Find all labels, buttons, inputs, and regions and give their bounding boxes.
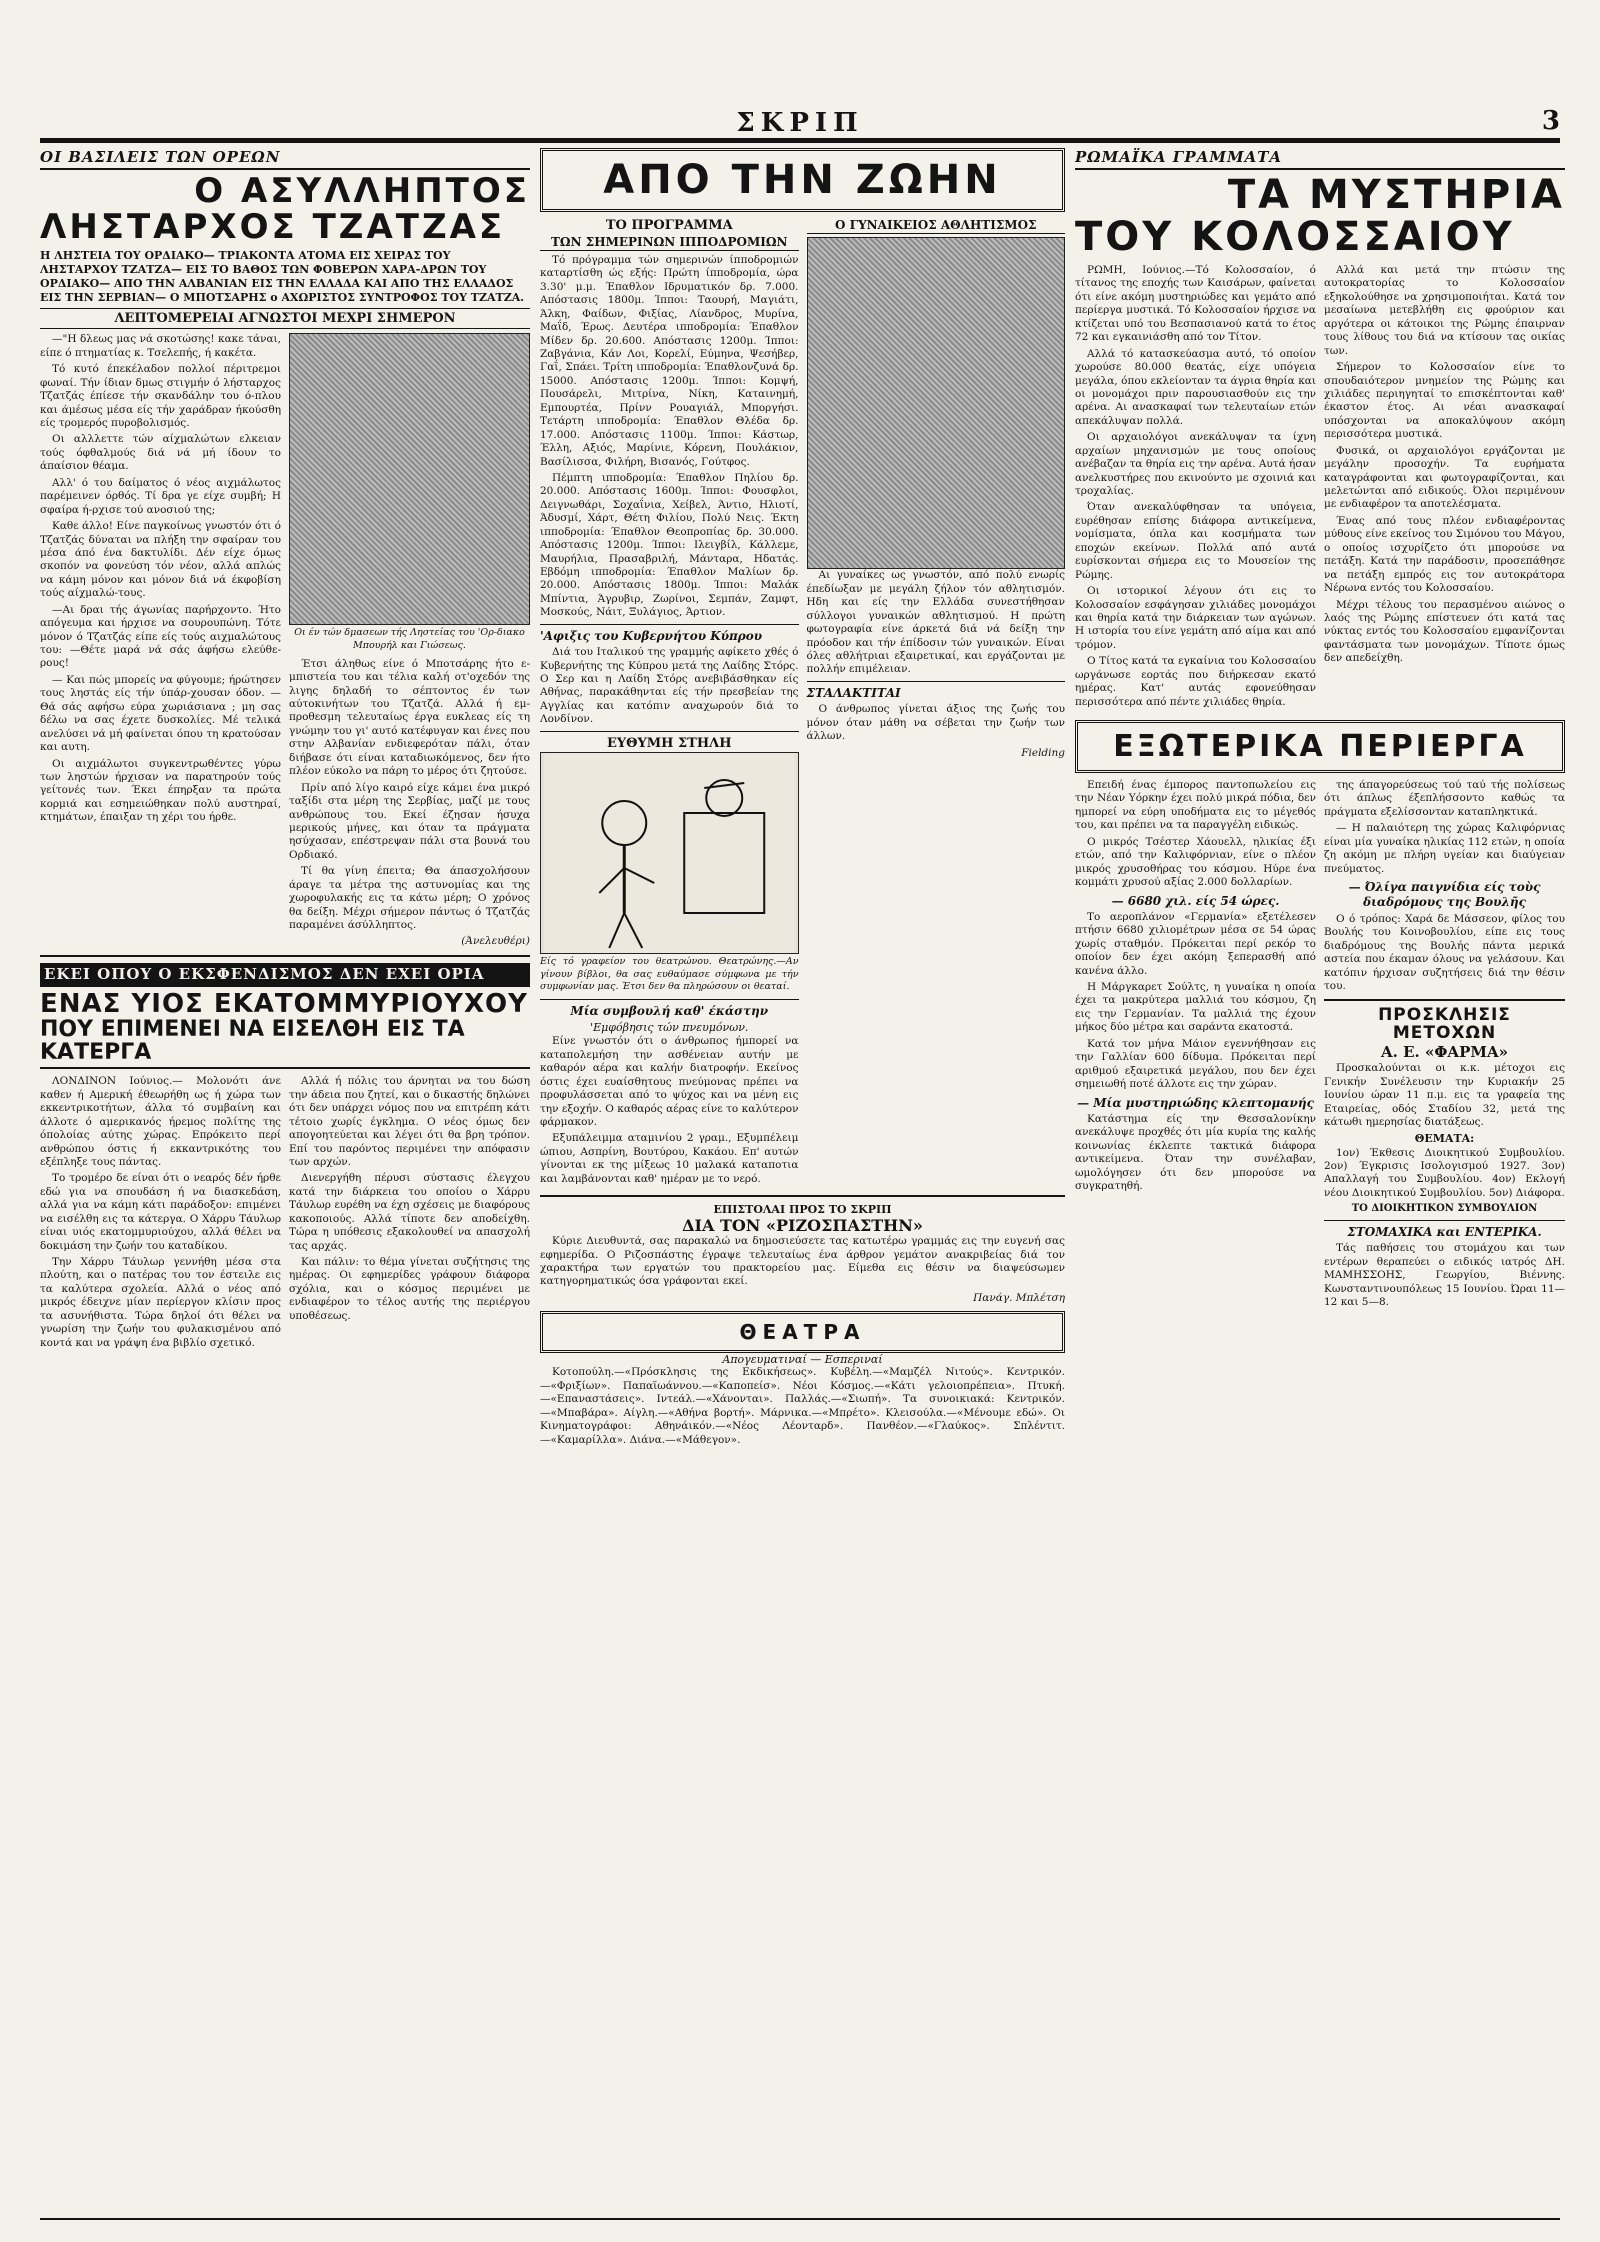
governor-head: 'Αφιξις του Κυβερνήτου Κύπρου: [540, 628, 763, 643]
races-head-2: ΤΩΝ ΣΗΜΕΡΙΝΩΝ ΙΠΠΟΔΡΟΜΙΩΝ: [540, 235, 799, 251]
races-program-2: Πέμπτη ιπποδρομία: Έπαθλον Πηλίου δρ. 20.000. Απόστασις 1600μ. Ίπποι: Φουσφλοι, Δειγνωθάρι, Σοχαΐνια, Χείβελ, Άντιο, Ηλιοτί, Άδυσμί, Χάρτ, Θέτη Φιλίου, Πολύ Νεις. Έκτη ιπποδρομία: Έπαθλον Θεοπροπίας δρ. 30.000. Απόστασις 1200μ. Ίπποι: Ιλειγβίλ, Κάλλεμε, Μαυρήλια, Πρασαβριλή, Μάνταρα, Ηδατάς. Εβδόμη ιπποδρομία: Έπαθλον Μαλίων δρ. 20.000. Απόστασις 1800μ. Ίπποι: Μαλάκ Μπίντια, Άγρυβιρ, Ζωρίνοι, Σεμπάν, Ζαμφτ, Μοσκούς, Νάιτ, Ξυλάγιος, Άρτιον.: [540, 471, 799, 619]
divider: [807, 681, 1066, 682]
paragraph: Και πάλιν: το θέμα γίνεται συζήτησις της ημέρας. Οι εφημερίδες γράφουν διάφορα σχόλια, και ο κόσμος περιμένει με ενδιαφέρον το τέλος αυτής της περιέργου υποθέσεως.: [289, 1256, 530, 1322]
paragraph: Τί θα γίνη έπειτα; Θα άπασχολήσουν άραγε τα μέτρα της αστυνομίας και της χωροφυλακής εις τα κάτω μέρη; Ο χρόνος θα δείξη. Μέχρι σήμερον πάντως ό Τζατζάς παραμένει άσύλληπτος.: [289, 865, 530, 931]
page-number: 3: [1541, 106, 1560, 136]
council-sign: ΤΟ ΔΙΟΙΚΗΤΙΚΟΝ ΣΥΜΒΟΥΛΙΟΝ: [1351, 1203, 1538, 1215]
curiosities-body: [1075, 779, 1565, 1313]
parliament-head: — Όλίγα παιγνίδια είς τοὺς διαδρόμους της Βουλῆς: [1348, 880, 1541, 910]
paragraph: —"Η δλεως μας νά σκοτώσης! κακε τάναι, είπε ό πτηματίας κ. Τσελεπής, ή κακέτα.: [40, 333, 281, 359]
themata-text: 1ον) Έκθεσις Διοικητικού Συμβουλίου. 2ον) Έγκρισις Ισολογισμού 1927. 3ον) Απαλλαγή του Συμβουλίου. 4ον) Εκλογή νέου Διοικητικού Συμβουλίου. 5ον) Διάφορα.: [1324, 1146, 1565, 1199]
cartoon-caption: Είς τό γραφείον του θεατρώνου. Θεατρώνης.—Αν γίνουν βίβλοι, θα σας ευθαύμασε σύμφωνα με τήν συμφωνίαν μας. Έτσι δεν θα πληρώσουν οι θεαταί.: [540, 956, 799, 992]
letters-title: ΔΙΑ ΤΟΝ «ΡΙΖΟΣΠΑΣΤΗΝ»: [682, 1216, 923, 1236]
bandit-photo: [289, 333, 530, 625]
paragraph: ΛΟΝΔΙΝΟΝ Ιούνιος.— Μολονότι άνε καθεν ή Αμερική έθεωρήθη ως ή χώρα των εκκεντρικοτήτων, άλλα τό συμβαίνη και άλλοτε ό αμερικανός ήρεμος πολίτης της όπολοίας αύτης χώρας. Επρόκειτο περί ανθρώπου όστις ή εκκαντρικότης του εξέπληξε τους πάντας.: [40, 1075, 281, 1168]
tzatzas-col-b: [289, 333, 530, 949]
record-head: — 6680 χιλ. είς 54 ώρες.: [1111, 893, 1280, 908]
letter-text: Κύριε Διευθυντά, σας παρακαλώ να δημοσιεύσετε τας κατωτέρω γραμμάς εις την ευγενή σας εφημερίδα. Ο Ριζοσπάστης έγραψε τελευταίως ένα άρθρον γεμάτον ανακριβείας διά τον χαρακτήρα των εργατών του πρακτορείου μας. Είμεθα εις θέσιν να διαψεύσωμεν κατηγορηματικώς όσα γράφονται εκεί.: [540, 1235, 1065, 1288]
paragraph: Αλλά και μετά την πτώσιν της αυτοκρατορίας το Κολοσσαίον εξηκολούθησε να χρησιμοποιήται. Κατά τον μεσαίωνα μετεβλήθη εις φρούριον και αργότερα οι κάτοικοι της Ρώμης έπαιρναν τους λίθους του διά να κτίσουν τας οικίας των.: [1324, 264, 1565, 357]
paragraph: Το αεροπλάνον «Γερμανία» εξετέλεσεν πτήσιν 6680 χιλιομέτρων μέσα σε 54 ώρας χωρίς σταθμόν. Πρόκειται περί ρεκόρ το οποίον δεν έχει ακόμη ξεπερασθή από κανένα άλλο.: [1075, 910, 1316, 977]
races-program: Τό πρόγραμμα τών σημερινών ίπποδρομιών καταρτίσθη ώς εξής: Πρώτη ίπποδρομία, ώρα 3.30' μ.μ. Έπαθλον Ιδρυματικόν δρ. 7.000. Απόστασις 1800μ. Ίπποι: Ταουρή, Μαγιάτι, Άλκη, Φαίδων, Φιξίας, Λίανδρος, Μυρίνα, Μαΐδ, Έρως. Δευτέρα ιπποδρομία: Έπαθλον Μίδεν δρ. 20.600. Απόστασις 1200μ. Ίπποι: Ζαβγάνια, Κάν Λοι, Κορελί, Εύμηνα, Ψεσήβερ, Γαΐ, Σπάει. Τρίτη ιπποδρομία: Έπαθλονζυνά δρ. 15000. Απόστασις 1200μ. Ίπποι: Κομψή, Πουσάρελι, Μιτρίνα, Νίκη, Καταινημή, Εμπουρτέα, Πρίνν Ρουαγιάλ, Μποργήσι. Τετάρτη ιπποδρομία: Έπαθλον Θλέδα δρ. 17.000. Απόστασις 1100μ. Ίπποι: Κάστωρ, Έλλη, Αξιός, Μαρίνιε, Κόρενη, Πουλάκιον, Βασίλισσα, Φιλήρη, Βισανός, Γούτφος.: [540, 253, 799, 468]
stalaktites-text: Ο άνθρωπος γίνεται άξιος της ζωής του μόνον όταν μάθη να σέβεται την ζωήν των άλλων.: [806, 703, 1065, 743]
column-middle: [540, 148, 1065, 2208]
advice-sub: 'Εμφόβησις τών πνευμόνων.: [590, 1021, 749, 1035]
kicker-roman: ΡΩΜΑΪΚΑ ΓΡΑΜΜΑΤΑ: [1075, 148, 1565, 170]
paragraph: Κατάστημα είς την Θεσσαλονίκην ανεκάλυψε προχθές ότι μία κυρία της καλής κοινωνίας έκλεπτε τακτικά διάφορα αντικείμενα. Όταν την συνέλαβαν, ωμολόγησεν ότι δεν μπορούσε να συγκρατηθή.: [1075, 1112, 1316, 1193]
masthead-title: ΣΚΡΙΠ: [736, 108, 864, 138]
paragraph: Οι αλλλεττε τών αίχμαλώτων ελκειαν τούς όφθαλμούς διά νά μή ίδουν το άπαίσιον θέαμα.: [40, 433, 281, 473]
advice-text-2: Εξυπάλειμμα αταμινίου 2 γραμ., Εξυμπέλειμ ώπιου, Ασπρίνη, Βουτύρου, Κακάου. Επ' αυτών γίνονται εκ της μίξεως 10 μαλακά καταποτια και λαμβάνονται καθ' ημέραν με το νερό.: [540, 1132, 799, 1185]
banner-apo-tin-zoin: ΑΠΟ ΤΗΝ ΖΩΗΝ: [540, 148, 1065, 212]
paragraph: Επειδή ένας έμπορος παντοπωλείου εις την Νέαν Υόρκην έχει πολύ μικρά πόδια, δεν ημπορεί να εύρη υποδήματα εις το μέγεθός του, και πρέπει να τα παραγγέλη ειδικώς.: [1075, 779, 1316, 832]
headline-prison: ΠΟΥ ΕΠΙΜΕΝΕΙ ΝΑ ΕΙΣΕΛΘΗ ΕΙΣ ΤΑ ΚΑΤΕΡΓΑ: [40, 1018, 530, 1069]
colosseum-col-b: [1324, 264, 1565, 712]
paragraph: Ένας από τους πλέον ενδιαφέροντας μύθους είνε εκείνος του Σιμόνου του Μάγου, ο οποίος ισχυρίζετο ότι μπορούσε να πετάξη. Κατά την παράδοσιν, προσεπάθησε να πετάξη εμπρός εις τον αυτοκράτορα Νέρωνα εντός του Κολοσσαίου.: [1324, 514, 1565, 595]
column-left: [40, 148, 530, 2208]
invitation-text: Προσκαλούνται οι κ.κ. μέτοχοι εις Γενικήν Συνέλευσιν την Κυριακήν 25 Ιουνίου ώραν 11 π.μ. εις τα γραφεία της Εταιρείας, οδός Σταδίου 32, μετά της κάτωθι ημερησίας διατάξεως.: [1324, 1062, 1565, 1129]
kleptomaniac-head: — Μία μυστηριώδης κλεπτομανής: [1077, 1095, 1314, 1110]
races-column: [540, 218, 799, 1189]
stomach-head: ΣΤΟΜΑΧΙΚΑ και ΕΝΤΕΡΙΚΑ.: [1347, 1225, 1542, 1240]
paragraph: ΡΩΜΗ, Ιούνιος.—Τό Κολοσσαίον, ό τίτανος της εποχής των Καισάρων, φαίνεται ότι είνε ακόμη μυστηριώδες και γεμάτο από περίεργα μυστικά. Τό Κολοσσαίον ήρχισε να κτίζεται υπό του Βεσπασιανού κατά το έτος 72 και εγκαινιάσθη από τον Τίτον.: [1075, 264, 1316, 344]
paragraph: Αλλά ή πόλις του άρνηται να του δώση την άδεια που ζητεί, και ο δικαστής δηλώνει ότι δεν υπάρχει νόμος που να επιτρέπη κάτι τέτοιο χωρίς έγκλημα. Ο νέος όμως δεν απογοητεύεται και λέγει ότι θα βρη τρόπον. Επί του παρόντος περιμένει την απόφασιν των αρχών.: [289, 1075, 530, 1168]
column-right: [1075, 148, 1565, 2208]
paragraph: της άπαγορεύσεως τού ταύ τής πολίσεως ότι άπλως έξεπλήσσοντο καθώς τα πράγματα εξελίσσονταν καταπληκτικά.: [1324, 779, 1565, 818]
colosseum-col-a: [1075, 264, 1316, 712]
footer-rule: [40, 2218, 1560, 2220]
theatre-sub: Απογευματιναί — Εσπεριναί: [722, 1353, 883, 1367]
themata-head: ΘΕΜΑΤΑ:: [1414, 1132, 1475, 1146]
photo-caption: Οι έν τών δμασεων τής Ληστείας του 'Ορ-διακο Μπουρήλ και Γιώσεως.: [294, 627, 525, 651]
kicker-bandits: ΟΙ ΒΑΣΙΛΕΙΣ ΤΩΝ ΟΡΕΩΝ: [40, 148, 530, 170]
paragraph: Την Χάρρυ Τάυλωρ γεννήθη μέσα στα πλούτη, και ο πατέρας του τον έστειλε εις τα καλύτερα σχολεία. Αλλά ο νέος από μικρός έδειχνε μίαν περίεργον κλίσιν προς τα ασυνήθιστα. Τώρα δηλοί ότι θέλει να γνωρίση την ζωήν του φυλακισμένου από κοντά και να γράψη ένα βιβλίο σχετικό.: [40, 1256, 281, 1349]
stalaktites-author: Fielding: [1021, 746, 1065, 759]
governor-text: Διά του Ιταλικού της γραμμής αφίκετο χθές ό Κυβερνήτης της Κύπρου μετά της Λαίδης Στόρς. Ο Σερ και η Λαίδη Στόρς ανεβιβάσθηκαν είς Αθήνας, παρακάθηνται είς τήν πρεσβείαν της Αγγλίας και κατόπιν αναχωρούν διά το Λονδίνον.: [540, 646, 799, 726]
letters-head: ΕΠΙΣΤΟΛΑΙ ΠΡΟΣ ΤΟ ΣΚΡΙΠ: [713, 1203, 892, 1217]
foreign-curiosities-head: ΕΞΩΤΕΡΙΚΑ ΠΕΡΙΕΡΓΑ: [1075, 720, 1565, 773]
paragraph: Κατά τον μήνα Μάιον εγεννήθησαν εις την Γαλλίαν 600 δίδυμα. Πρόκειται περί αριθμού εξαιρετικά μεγάλου, που δεν έχει σημειωθή ποτέ άλλοτε εις την χώραν.: [1075, 1037, 1316, 1091]
women-text: Αι γυναίκες ως γνωστόν, από πολύ ενωρίς έπεδίωξαν με μεγάλη ζήλον τόν αθλητισμόν. Ηδη και είς την Ελλάδα συνεστήθησαν σύλλογοι γυναικών αθλητισμού. Η πρώτη φωτογραφία είνε άρκετά διά νά δείξη την πρόοδον και τήν έπίδοσιν τών γυναικών. Είναι όλες αθλήτριαι εξαιρετικαί, και εργάζονται με πολλήν επιμέλειαν.: [806, 569, 1065, 676]
theatre-text: Κοτοπούλη.—«Πρόσκλησις της Εκδικήσεως». Κυβέλη.—«Μαμζέλ Νιτούς». Κεντρικόν.—«Φριξίων». Παπαϊωάννου.—«Καποπείσ». Νέοι Κόσμος.—«Κάτι γελοιοπρέπεια». Πτυκή.—«Επαναστάσεις». Ιντεάλ.—«Χάνονται». Παλλάς.—«Σιωπή». Τα συνοικιακά: Κεντρικόν.—«Μπαβάρα». Αίγλη.—«Αθήνα βορτή». Μάρνικα.—«Μπρέτο». Κλεισούλα.—«Μένουμε εδώ». Οι Κινηματογράφοι: Αθηνάικόν.—«Νέος Λέονταρδ». Πανθέον.—«Γλαύκος». Σπλέντιτ.—«Καμαρίλλα». Διάνα.—«Μάθεγον».: [540, 1366, 1065, 1446]
paragraph: Μέχρι τέλους του περασμένου αιώνος ο λαός της Ρώμης επίστευεν ότι κατά τας νύκτας εντός του Κολοσσαίου εμφανίζονται φαντάσματα των μονομάχων. Τίποτε όμως δεν απεδείχθη.: [1324, 598, 1565, 665]
subhead-details: ΛΕΠΤΟΜΕΡΕΙΑΙ ΑΓΝΩΣΤΟΙ ΜΕΧΡΙ ΣΗΜΕΡΟΝ: [40, 308, 530, 329]
paragraph: Οι ιστορικοί λέγουν ότι εις το Κολοσσαίον εσφάγησαν χιλιάδες μονομάχοι και θηρία κατά την διάρκειαν των αγώνων. Η ιστορία του είνε γεμάτη από αίμα και από τρόμον.: [1075, 585, 1316, 651]
women-head: Ο ΓΥΝΑΙΚΕΙΟΣ ΑΘΛΗΤΙΣΜΟΣ: [807, 218, 1066, 234]
cartoon-drawing: [541, 753, 798, 953]
curiosities-col-a: [1075, 779, 1316, 1313]
invitation-title: ΠΡΟΣΚΛΗΣΙΣ ΜΕΤΟΧΩΝ: [1378, 1005, 1511, 1044]
stomach-text: Τάς παθήσεις του στομάχου και των εντέρων θεραπεύει ο ειδικός ιατρός ΔΗ. ΜΑΜΗΣΣΟΗΣ, Γεωργίου, Βιέννης. Κωνσταντινουπόλεως 15 Ιουνίου. Ώραι 11—12 και 5—8.: [1324, 1242, 1565, 1309]
curiosities-col-b: [1324, 779, 1565, 1313]
paragraph: Αλλά τό κατασκεύασμα αυτό, τό οποίον χωρούσε 80.000 θεατάς, είχε υπόγεια μεγάλα, όπου εκλείονταν τα άγρια θηρία και οι μονομάχοι πριν παρουσιασθούν εις την αρένα. Αι ανασκαφαί των τελευταίων ετών απεκάλυψαν πολλά.: [1075, 347, 1316, 427]
paragraph: Οι αιχμάλωτοι συγκεντρωθέντες γύρω των ληστών ήρχισαν να παρατηρούν τούς γείτονές των. Έκει έπηρξαν τα πρώτα κορμιά και εσημειώθηκαν πολύ αυστηραί, κτημάτων, έπαιξαν τη χέρι του ήρθε.: [40, 757, 281, 824]
divider: [540, 624, 799, 625]
middle-top: [540, 218, 1065, 1189]
divider: [1324, 1220, 1565, 1221]
divider: [1324, 999, 1565, 1001]
paragraph: Τό κυτό έπεκέλαδον πολλοί πέριτρεμοι φωναί. Τήν ίδιαν δμως στιγμήν ό λήσταρχος Τζατζάς έπίεσε τήν σκανδάλην του ό-πλου και άμέσως μέσα είς τήν χαράδραν ήκούσθη είς τρομερός πυροβολισμός.: [40, 363, 281, 429]
millionaire-col-a: [40, 1075, 281, 1353]
paragraph: Ο μικρός Τσέστερ Χάουελλ, ηλικίας έξι ετών, από την Καλιφόρνιαν, είνε ο πλέον μικρός χρυσοθήρας του κόσμου. Ηύρε ένα κομμάτι χρυσού αξίας 2.000 δολλαρίων.: [1075, 835, 1316, 889]
paragraph: Πρίν από λίγο καιρό είχε κάμει ένα μικρό ταξίδι στα μέρη της Σερβίας, μαζί με τους ανθρώπους του. Εκεί έζησαν ήσυχα μερικούς μήνες, και όταν τα πράγματα ησύχασαν, επέστρεψαν πάλι στα βουνά του Ορδιακό.: [289, 781, 530, 861]
paragraph: Καθε άλλο! Είνε παγκοίνως γνωστόν ότι ό Τζατζάς δύναται να πλήξη την σφαίραν του μέσα άπό ένα δακτυλίδι. Δέν είχε όμως σκοπόν να φονεύση τόν νέον, αλλά απλώς να κάμη μόνον και μόνον διά νά έκφοβίση τούς αίχμαλώ-τους.: [40, 520, 281, 600]
divider: [540, 999, 799, 1000]
letter-signature: Πανάγ. Μπλέτση: [973, 1291, 1065, 1304]
cartoon-image: [540, 752, 799, 954]
paragraph: Φυσικά, οι αρχαιολόγοι εργάζονται με μεγάλην προσοχήν. Τα ευρήματα καταγράφονται και φωτογραφίζονται, και μελετώνται από ειδικούς. Όλοι περιμένουν με ενδιαφέρον τα αποτελέσματα.: [1324, 444, 1565, 511]
kicker-eccentric: ΕΚΕΙ ΟΠΟΥ Ο ΕΚΣΦΕΝΔΙΣΜΟΣ ΔΕΝ ΕΧΕΙ ΟΡΙΑ: [40, 963, 530, 987]
divider: [540, 1195, 1065, 1197]
tzatzas-col-a: [40, 333, 281, 949]
stalaktites-head: ΣΤΑΛΑΚΤΙΤΑΙ: [806, 685, 901, 700]
races-head-1: ΤΟ ΠΡΟΓΡΑΜΜΑ: [605, 218, 733, 233]
masthead: [40, 106, 1560, 143]
headline-tzatzas: ΛΗΣΤΑΡΧΟΣ ΤΖΑΤΖΑΣ: [40, 206, 506, 247]
paragraph: Οι αρχαιολόγοι ανεκάλυψαν τα ίχνη αρχαίων μηχανισμών με τους οποίους ανέβαζαν τα θηρία εις την αρένα. Αυτά ήσαν ανελκυστήρες που εκινούντο με σχοινιά και τροχαλίας.: [1075, 431, 1316, 497]
signature: (Άνελευθέρι): [461, 935, 530, 948]
paragraph: Διενεργήθη πέρυσι σύστασις έλεγχου κατά την διάρκεια του οποίου ο Χάρρυ Τάυλωρ ευρέθη να έχη σχέσεις με διαφόρους κακοποιούς. Αλλά τίποτε δεν αποδείχθη. Τώρα η υπόθεσις εξακολουθεί να απασχολή τας αρχάς.: [289, 1172, 530, 1252]
letters-body: [540, 1235, 1065, 1305]
paragraph: Αλλ' ό του δαίματος ό νέος αιχμάλωτος παρέμεινεν όρθός. Τί δρα γε είχε συμβή; Η σφαίρα ή-ρχισε τού ανοσιού της;: [40, 476, 281, 516]
paragraph: Έτσι άληθως είνε ό Μποτσάρης ήτο ε-μπιστεία του και τέλια καλή οτ'οχεδόν της λιγης δηλαδή το σέπτοντος έν των αύτοκινήτων του Τζατζά. Αλλά ή εμ-προθεσμη τελευταίως έργα ευκλεας είς τη γνώμην του γι' αυτό κατέφυγαν και ένες που στην Αλβανίαν ενδιεφερόταν πάλι, όταν διήβασε ότι είναι καταδιωκόμενος, δεν ήτο πλέον εύκολο να πάρη το μέρος ότι ζητούσε.: [289, 657, 530, 778]
divider: [540, 731, 799, 732]
paragraph: Σήμερον το Κολοσσαίον είνε το σπουδαιότερον μνημείον της Ρώμης και χιλιάδες περιηγηταί το επισκέπτονται καθ' έκαστον έτος. Αι νέαι ανασκαφαί υπόσχονται να αποκαλύψουν ακόμη περισσότερα μυστικά.: [1324, 361, 1565, 441]
paragraph: — Και πώς μπορείς να φύγουμε; ήρώτησεν τους ληστάς είς τήν ύπάρ-χουσαν όδον. — Θά σάς αφήσω εύρα χωριάσιανα ; μη σας δέλω να σας έχετε δυσκολίες. Μέ τελικά ανελύσει νά μή φαίνεται όπου τη κρατούσαν και αυτη.: [40, 673, 281, 754]
paragraph: Ο ό τρόπος: Χαρά δε Μάσσεον, φίλος του Βουλής του Κοινοβουλίου, είπε εις τους διαδρόμους της Βουλής πάντα μερικά αστεία που έκαμαν όλους να γελάσουν. Και κατόπιν ήρχισαν συζητήσεις διά την θέσιν του.: [1324, 912, 1565, 992]
headline-mysteries: ΤΑ ΜΥΣΤΗΡΙΑ: [1227, 172, 1565, 218]
millionaire-body: [40, 1075, 530, 1353]
deck-tzatzas: Η ΛΗΣΤΕΙΑ ΤΟΥ ΟΡΔΙΑΚΟ— ΤΡΙΑΚΟΝΤΑ ΑΤΟΜΑ ΕΙΣ ΧΕΙΡΑΣ ΤΟΥ ΛΗΣΤΑΡΧΟΥ ΤΖΑΤΖΑ— ΕΙΣ ΤΟ ΒΑΘΟΣ ΤΩΝ ΦΟΒΕΡΩΝ ΧΑΡΑ-ΔΡΩΝ ΤΟΥ ΟΡΔΙΑΚΟ— ΑΠΟ ΤΗΝ ΑΛΒΑΝΙΑΝ ΕΙΣ ΤΗΝ ΕΛΛΑΔΑ ΚΑΙ ΑΠΟ ΤΗΣ ΕΛΛΑΔΟΣ ΕΙΣ ΤΗΝ ΣΕΡΒΙΑΝ— Ο ΜΠΟΤΣΑΡΗΣ ο ΑΧΩΡΙΣΤΟΣ ΣΥΝΤΡΟΦΟΣ ΤΟΥ ΤΖΑΤΖΑ.: [40, 249, 525, 304]
paragraph: —Αι δραι τής άγωνίας παρήρχοντο. Ήτο απόγευμα και ήρχισε να σουρουπώνη. Τότε μόνον ό Τζατζάς είπε είς τούς αιχμαλώτους του: —Θέτε μαρά νά σάς άφήσω ελεύθε-ρους!: [40, 603, 281, 670]
divider: [40, 955, 530, 957]
paragraph: Το τρομέρο δε είναι ότι ο νεαρός δέν ήρθε εδώ για να σπουδάση ή να διασκεδάση, αλλά για να κάμη κάτι παράδοξον: επιμένει να εισέλθη εις τα κάτεργα. Ο Χάρρυ Τάυλωρ είναι υιός εκατομμυριούχου, αλλά θέλει να δοκιμάση την ζωήν του καταδίκου.: [40, 1172, 281, 1252]
paragraph: Η Μάργκαρετ Σούλτς, η γυναίκα η οποία έχει τα μακρύτερα μαλλιά του κόσμου, ζη εις την Γερμανίαν. Τα μαλλιά της έχουν μήκος δύο μέτρα και σαράντα εκατοστά.: [1075, 981, 1316, 1034]
cartoon-head: ΕΥΘΥΜΗ ΣΤΗΛΗ: [606, 735, 732, 751]
millionaire-col-b: [289, 1075, 530, 1353]
paragraph: Ο Τίτος κατά τα εγκαίνια του Κολοσσαίου ωργάνωσε εορτάς που διήρκεσαν εκατό ημέρας. Κατ' αυτάς εφονεύθησαν περισσότερα από πέντε χιλιάδες θηρία.: [1075, 655, 1316, 708]
advice-text: Είνε γνωστόν ότι ο άνθρωπος ήμπορεί να καταπολεμήση την ασθένειαν αυτήν με καθαρόν αέρα και καλήν διατροφήν. Εκείνος όστις έχει ευαίσθητους πνεύμονας πρέπει να προφυλάσσεται από το ψύχος και να μένη εις την εξοχήν. Ο καθαρός αέρας είνε το καλύτερον φάρμακον.: [540, 1035, 799, 1128]
athlete-photo: [807, 237, 1066, 569]
theatre-listing: [540, 1366, 1065, 1447]
paragraph: Όταν ανεκαλύφθησαν τα υπόγεια, ευρέθησαν επίσης διάφορα αντικείμενα, νομίσματα, όπλα και κοσμήματα των εποχών εκείνων. Πολλά από αυτά ευρίσκονται σήμερα εις το Μουσείον της Ρώμης.: [1075, 501, 1316, 581]
headline-asylliptos: Ο ΑΣΥΛΛΗΠΤΟΣ: [194, 171, 530, 211]
invitation-sub: Α. Ε. «ΦΑΡΜΑ»: [1381, 1043, 1508, 1062]
tzatzas-body: [40, 333, 530, 949]
paragraph: — Η παλαιότερη της χώρας Καλιφόρνιας είναι μία γυναίκα ηλικίας 112 ετών, η οποία ζη ακόμη με πλήρη υγείαν και διαύγειαν πνεύματος.: [1324, 822, 1565, 875]
headline-colosseum: ΤΟΥ ΚΟΛΟΣΣΑΙΟΥ: [1075, 214, 1515, 260]
advice-head: Μία συμβουλή καθ' έκάστην: [570, 1003, 769, 1018]
colosseum-body: [1075, 264, 1565, 712]
headline-millionaire-son: ΕΝΑΣ ΥΙΟΣ ΕΚΑΤΟΜΜΥΡΙΟΥΧΟΥ: [40, 988, 528, 1019]
women-column: [807, 218, 1066, 1189]
theatre-head: ΘΕΑΤΡΑ: [540, 1311, 1065, 1353]
